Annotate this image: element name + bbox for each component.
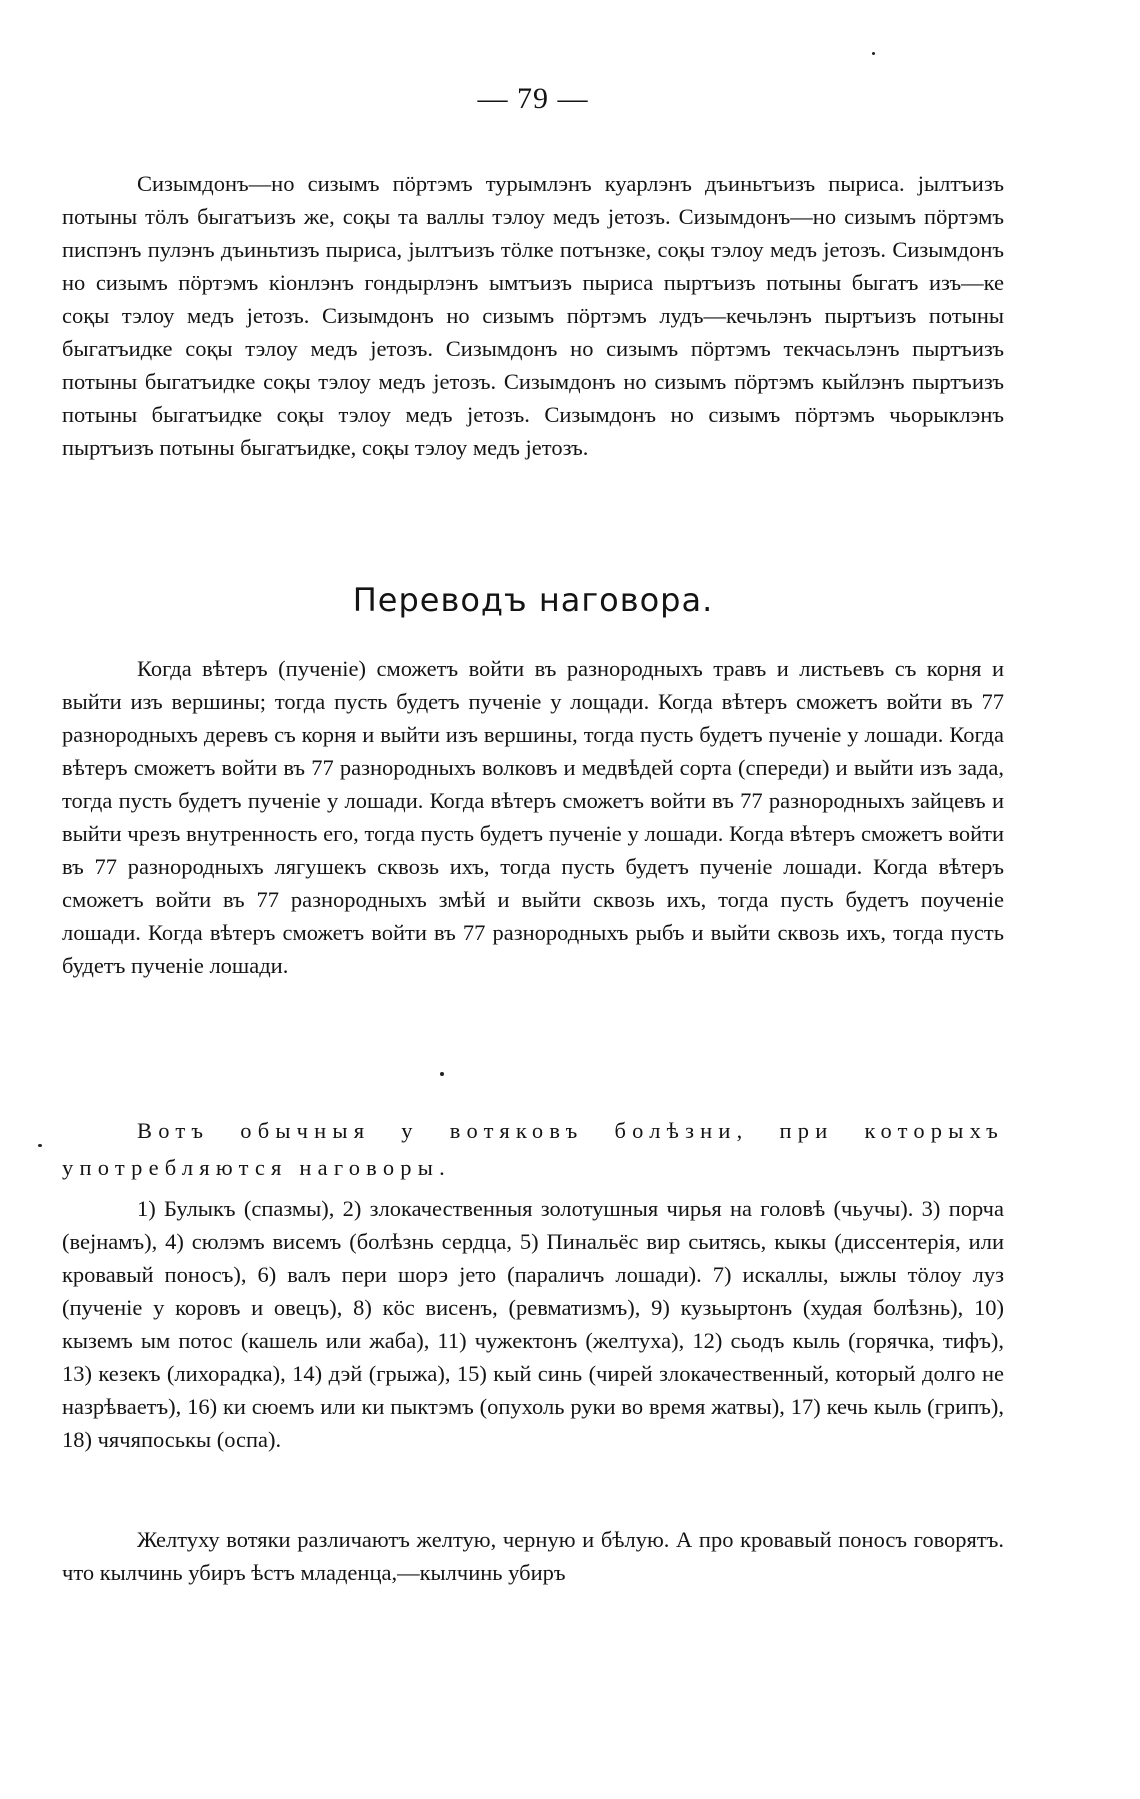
section-heading: Переводъ наговора. <box>352 581 714 619</box>
print-speck <box>872 52 875 55</box>
page-number: — 79 — <box>477 82 589 115</box>
diseases-intro-paragraph: Вотъ обычныя у вотяковъ болѣзни, при которыхъ употребляются наговоры. <box>62 1118 1004 1180</box>
print-speck <box>440 1072 444 1076</box>
print-speck <box>38 1144 42 1147</box>
jaundice-paragraph: Желтуху вотяки различаютъ желтую, черную и бѣлую. А про кровавый поносъ говорятъ. что кылчинь убиръ ѣстъ младенца,—кылчинь убиръ <box>62 1527 1004 1585</box>
diseases-list-paragraph: 1) Булыкъ (спазмы), 2) злокачественныя золотушныя чирья на головѣ (чьучы). 3) порча (вејнамъ), 4) сюлэмъ висемъ (болѣзнь сердца, 5) Пинальёс вир сьитясь, кыкы (диссентерія, или кровавый поносъ), 6) валъ пери шорэ јето (параличъ лошади). 7) искаллы, ыжлы тöлоу луз (пученіе у коровъ и овецъ), 8) кöс висенъ, (ревматизмъ), 9) кузьыртонъ (худая болѣзнь), 10) кыземъ ым потос (кашель или жаба), 11) чужектонъ (желтуха), 12) сьодъ кыль (горячка, тифъ), 13) кезекъ (лихорадка), 14) дэй (грыжа), 15) кый синь (чирей злокачественный, который долго не назрѣваетъ), 16) ки сюемъ или ки пыктэмъ (опухоль руки во время жатвы), 17) кечь кыль (грипъ), 18) чячяпоськы (оспа). <box>62 1196 1004 1452</box>
udmurt-incantation-paragraph: Сизымдонъ—но сизымъ пöртэмъ турымлэнъ куарлэнъ дъиньтъизъ пыриса. јылтъизъ потыны тöлъ быгатъизъ же, соқы та валлы тэлоу медъ јетозъ. Сизымдонъ—но сизымъ пöртэмъ писпэнъ пулэнъ дъиньтизъ пыриса, јылтъизъ тöлке потънзке, соқы тэлоу медъ јетозъ. Сизымдонъ но сизымъ пöртэмъ кiонлэнъ гондырлэнъ ымтъизъ пыриса пыртъизъ потыны быгатъ изъ—ке соқы тэлоу медъ јетозъ. Сизымдонъ но сизымъ пöртэмъ лудъ—кечьлэнъ пыртъизъ потыны быгатъидке соқы тэлоу медъ јетозъ. Сизымдонъ но сизымъ пöртэмъ текчасьлэнъ пыртъизъ потыны быгатъидке соқы тэлоу медъ јетозъ. Сизымдонъ но сизымъ пöртэмъ кыйлэнъ пыртъизъ потыны быгатъидке соқы тэлоу медъ јетозъ. Сизымдонъ но сизымъ пöртэмъ чьорыклэнъ пыртъизъ потыны быгатъидке, соқы тэлоу медъ јетозъ. <box>62 171 1004 460</box>
translation-paragraph: Когда вѣтеръ (пученіе) сможетъ войти въ разнородныхъ травъ и листьевъ съ корня и выйти изъ вершины; тогда пусть будетъ пученіе у лощади. Когда вѣтеръ сможетъ войти въ 77 разнородныхъ деревъ съ корня и выйти изъ вершины, тогда пусть будетъ пученіе у лошади. Когда вѣтеръ сможетъ войти въ 77 разнородныхъ волковъ и медвѣдей сорта (спереди) и выйти изъ зада, тогда пусть будетъ пученіе у лошади. Когда вѣтеръ сможетъ войти въ 77 разнородныхъ зайцевъ и выйти чрезъ внутренность его, тогда пусть будетъ пученіе у лошади. Когда вѣтеръ сможетъ войти въ 77 разнородныхъ лягушекъ сквозь ихъ, тогда пусть будетъ пученіе лошади. Когда вѣтеръ сможетъ войти въ 77 разнородныхъ змѣй и выйти сквозь ихъ, тогда пусть будетъ поученіе лошади. Когда вѣтеръ сможетъ войти въ 77 разнородныхъ рыбъ и выйти сквозь ихъ, тогда пусть будетъ пученіе лошади. <box>62 656 1004 978</box>
